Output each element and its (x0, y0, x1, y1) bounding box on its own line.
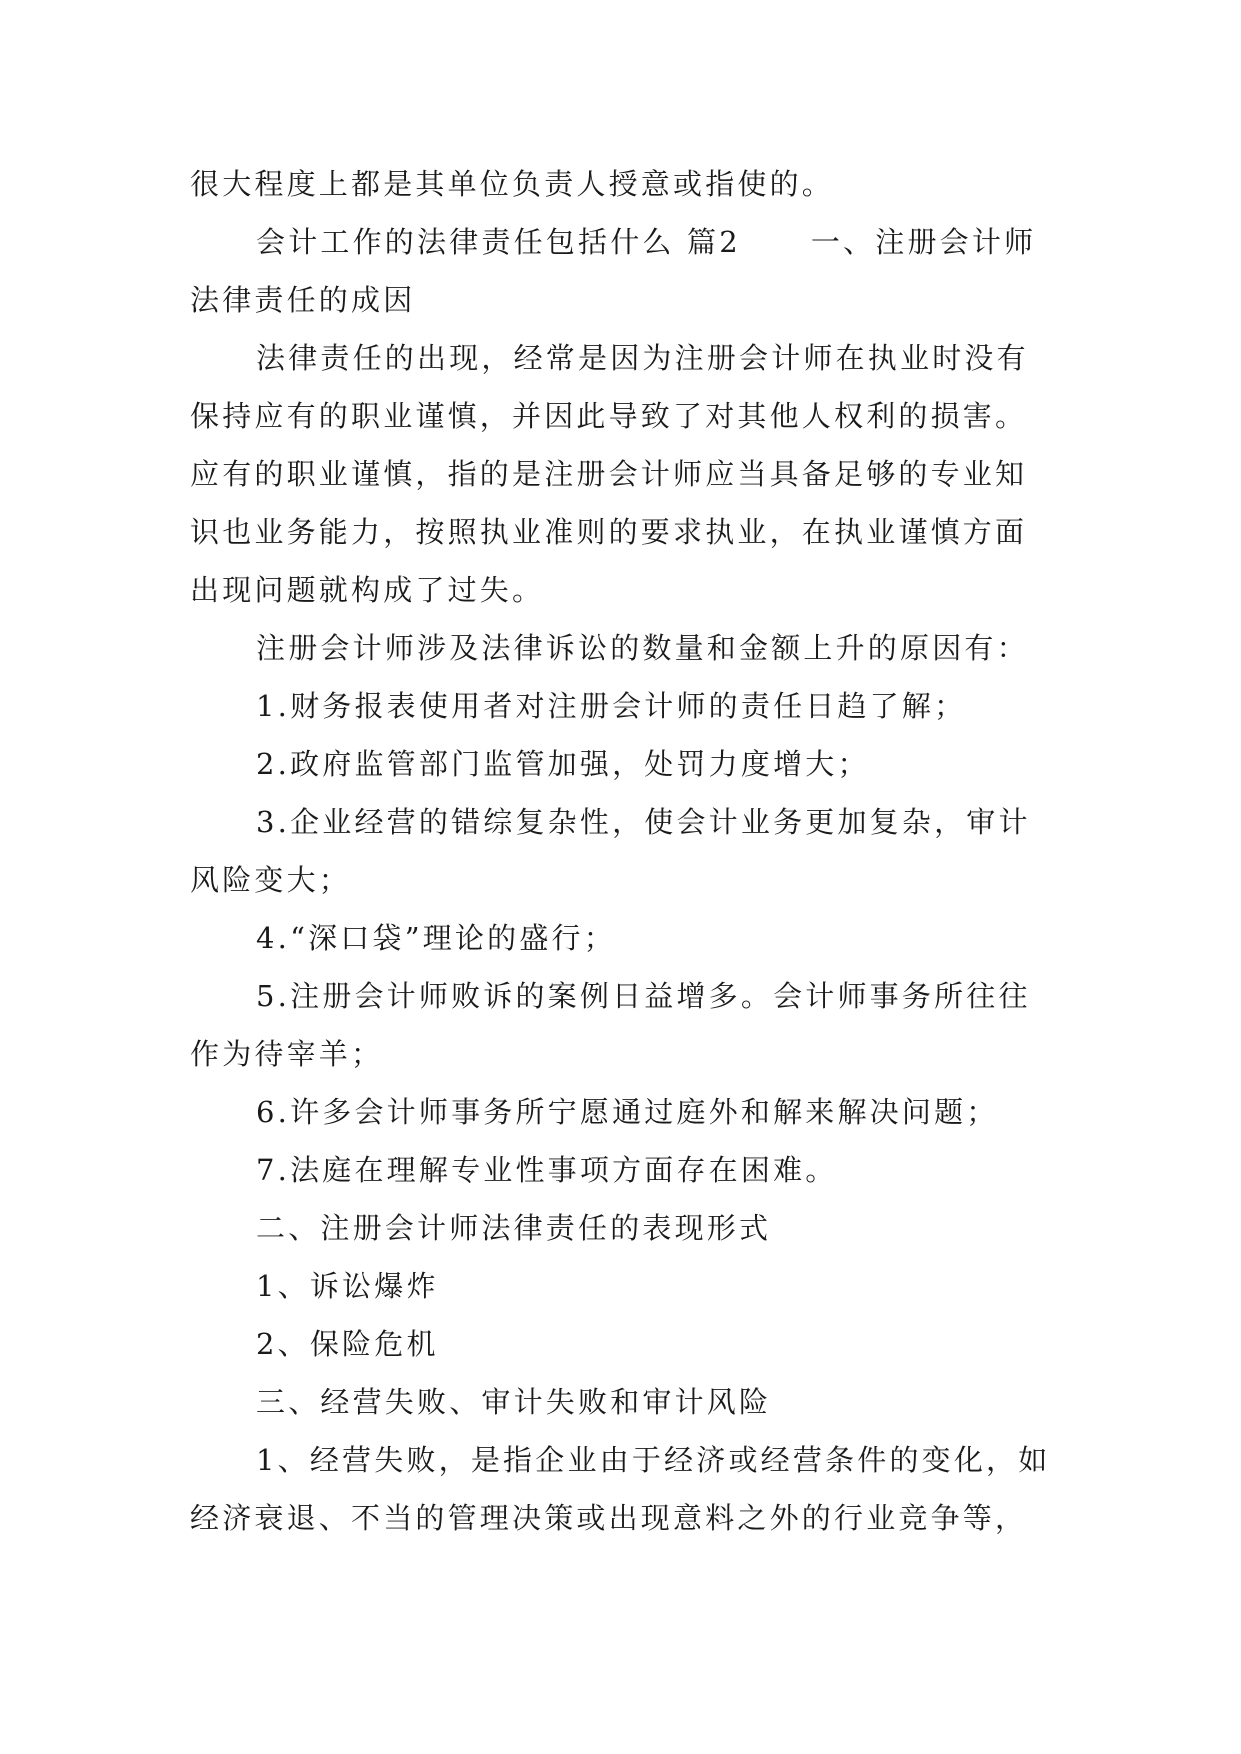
text-line: 出现问题就构成了过失。 (190, 573, 545, 607)
text-line: 法律责任的出现，经常是因为注册会计师在执业时没有 (256, 341, 1029, 375)
list-item: 1、经营失败，是指企业由于经济或经营条件的变化，如 (256, 1443, 1051, 1477)
text-line: 风险变大； (190, 863, 352, 897)
list-item: 5.注册会计师败诉的案例日益增多。会计师事务所往往 (256, 979, 1031, 1013)
list-item: 1、诉讼爆炸 (256, 1269, 439, 1303)
section-heading: 三、经营失败、审计失败和审计风险 (256, 1385, 772, 1419)
section-heading-line (190, 213, 1050, 271)
text-line: 作为待宰羊； (190, 1037, 384, 1071)
text-line: 经济衰退、不当的管理决策或出现意料之外的行业竞争等， (190, 1501, 1028, 1535)
list-item: 2.政府监管部门监管加强，处罚力度增大； (256, 747, 870, 781)
list-item: 4.“深口袋”理论的盛行； (256, 921, 616, 955)
section-heading: 二、注册会计师法律责任的表现形式 (256, 1211, 772, 1245)
text-line: 识也业务能力，按照执业准则的要求执业，在执业谨慎方面 (190, 515, 1028, 549)
text-line: 法律责任的成因 (190, 283, 416, 317)
document-body (190, 155, 1050, 1547)
list-item: 7.法庭在理解专业性事项方面存在困难。 (256, 1153, 838, 1187)
list-item: 3.企业经营的错综复杂性，使会计业务更加复杂，审计 (256, 805, 1031, 839)
section-heading: 一、注册会计师 (810, 225, 1037, 259)
text-line: 注册会计师涉及法律诉讼的数量和金额上升的原因有： (256, 631, 1029, 665)
list-item: 2、保险危机 (256, 1327, 439, 1361)
text-line: 很大程度上都是其单位负责人授意或指使的。 (190, 167, 835, 201)
article-title: 会计工作的法律责任包括什么 篇2 (256, 225, 741, 259)
text-line: 应有的职业谨慎，指的是注册会计师应当具备足够的专业知 (190, 457, 1028, 491)
list-item: 1.财务报表使用者对注册会计师的责任日趋了解； (256, 689, 967, 723)
list-item: 6.许多会计师事务所宁愿通过庭外和解来解决问题； (256, 1095, 999, 1129)
text-line: 保持应有的职业谨慎，并因此导致了对其他人权利的损害。 (190, 399, 1028, 433)
